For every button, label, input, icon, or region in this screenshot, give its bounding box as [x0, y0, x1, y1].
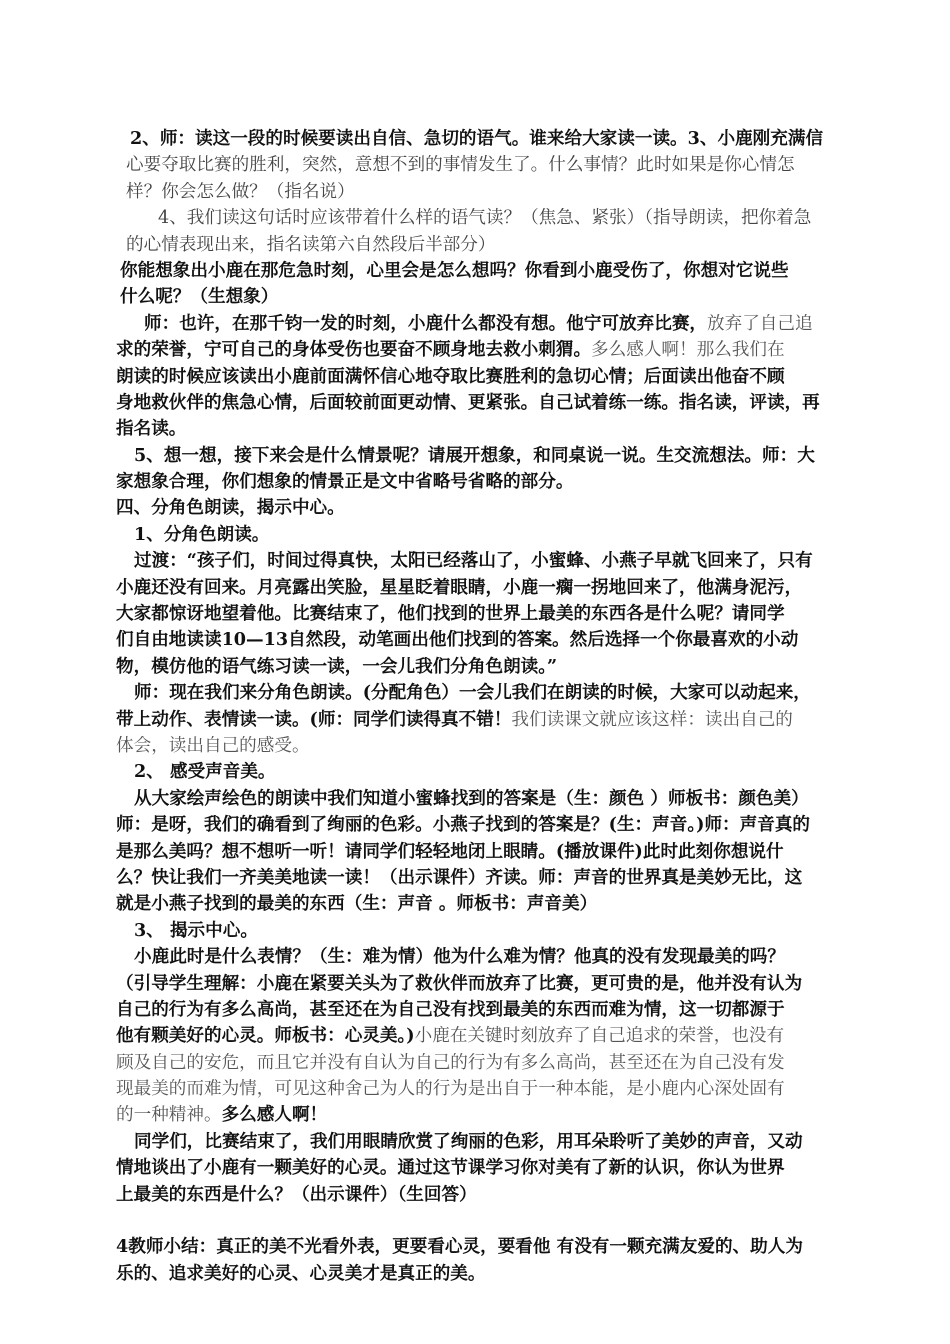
text-line [116, 1261, 840, 1287]
text-segment: 小鹿此时是什么表情？（生：难为情）他为什么难为情？他真的没有发现最美的吗？ [134, 946, 785, 968]
text-segment: 4教师小结：真正的美不光看外表，更要看心灵，要看他 有没有一颗充满友爱的、助人为 [116, 1236, 803, 1258]
text-segment: 5、想一想，接下来会是什么情景呢？请展开想象，和同桌说一说。生交流想法。师：大 [134, 444, 815, 466]
text-line [116, 1076, 840, 1102]
text-segment: （引导学生理解：小鹿在紧要关头为了救伙伴而放弃了比赛，更可贵的是，他并没有认为 [116, 972, 803, 994]
text-line [116, 707, 840, 733]
text-line [116, 1023, 840, 1049]
text-segment: 3、 揭示中心。 [134, 919, 258, 941]
text-line [116, 179, 840, 205]
text-line [116, 1050, 840, 1076]
text-line [116, 575, 840, 601]
text-segment: 顾及自己的安危，而且它并没有自认为自己的行为有多么高尚，甚至还在为自己没有发 [116, 1052, 785, 1073]
text-segment: 心要夺取比赛的胜利，突然，意想不到的事情发生了。什么事情？此时如果是你心情怎 [126, 155, 795, 176]
text-line [116, 232, 840, 258]
text-line [116, 311, 840, 337]
text-segment: 乐的、追求美好的心灵、心灵美才是真正的美。 [116, 1262, 486, 1284]
text-segment: 师：是呀，我们的确看到了绚丽的色彩。小燕子找到的答案是？(生：声音。)师：声音真的 [116, 814, 811, 836]
text-segment: 朗读的时候应该读出小鹿前面满怀信心地夺取比赛胜利的急切心情；后面读出他奋不顾 [116, 365, 785, 387]
text-segment: 样？你会怎么做？（指名说） [126, 181, 355, 202]
text-segment: 2、 感受声音美。 [134, 761, 276, 783]
text-segment: 是那么美吗？想不想听一听！请同学们轻轻地闭上眼睛。(播放课件)此时此刻你想说什 [116, 840, 784, 862]
text-line [116, 812, 840, 838]
text-line [116, 918, 840, 944]
text-segment: 带上动作、表情读一读。(师：同学们读得真不错！ [116, 708, 512, 730]
text-segment: 四、分角色朗读，揭示中心。 [116, 497, 345, 519]
text-segment: 指名读。 [116, 418, 187, 440]
text-line [116, 839, 840, 865]
text-segment: 就是小燕子找到的最美的东西（生：声音 。师板书：声音美） [116, 893, 598, 915]
text-line [116, 891, 840, 917]
text-segment: 小鹿还没有回来。月亮露出笑脸，星星眨着眼睛，小鹿一瘸一拐地回来了，他满身泥污， [116, 576, 803, 598]
text-segment: 们自由地读读10—13自然段，动笔画出他们找到的答案。然后选择一个你最喜欢的小动 [116, 629, 799, 651]
text-segment: 多么感人啊！那么我们在 [591, 340, 785, 361]
text-line [116, 469, 840, 495]
text-line [116, 1155, 840, 1181]
text-segment: 物，模仿他的语气练习读一读，一会儿我们分角色朗读。” [116, 655, 558, 677]
text-line [116, 865, 840, 891]
text-segment: 么？快让我们一齐美美地读一读！（出示课件）齐读。师：声音的世界真是美妙无比，这 [116, 866, 803, 888]
text-line [116, 733, 840, 759]
text-line [116, 364, 840, 390]
text-segment: 自己的行为有多么高尚，甚至还在为自己没有找到最美的东西而难为情，这一切都源于 [116, 998, 785, 1020]
text-segment: 师：现在我们来分角色朗读。(分配角色）一会儿我们在朗读的时候，大家可以动起来， [134, 682, 811, 704]
text-segment: 同学们，比赛结束了，我们用眼睛欣赏了绚丽的色彩，用耳朵聆听了美妙的声音，又动 [134, 1130, 803, 1152]
text-segment: 大家都惊讶地望着他。比赛结束了，他们找到的世界上最美的东西各是什么呢？请同学 [116, 603, 785, 625]
text-line [116, 337, 840, 363]
text-segment: 家想象合理，你们想象的情景正是文中省略号省略的部分。 [116, 471, 574, 493]
text-segment: 2、师：读这一段的时候要读出自信、急切的语气。谁来给大家读一读。3、小鹿刚充满信 [130, 128, 824, 149]
text-segment: 身地救伙伴的焦急心情，后面较前面更动情、更紧张。自己试着练一练。指名读，评读，再 [116, 391, 820, 413]
text-line [116, 548, 840, 574]
text-segment: 你能想象出小鹿在那危急时刻，心里会是怎么想吗？你看到小鹿受伤了，你想对它说些 [120, 259, 789, 281]
text-line [116, 1234, 840, 1260]
text-line [116, 1129, 840, 1155]
text-line [116, 443, 840, 469]
document-body [116, 126, 840, 1287]
text-segment: 4、我们读这句话时应该带着什么样的语气读？（焦急、紧张）（指导朗读，把你着急 [158, 208, 812, 229]
text-segment: 情地谈出了小鹿有一颗美好的心灵。通过这节课学习你对美有了新的认识，你认为世界 [116, 1157, 785, 1179]
text-line [116, 152, 840, 178]
text-line [116, 205, 840, 231]
text-segment: 求的荣誉，宁可自己的身体受伤也要奋不顾身地去救小刺猬。 [116, 339, 592, 361]
text-segment: 的心情表现出来，指名读第六自然段后半部分） [126, 234, 496, 255]
text-segment: 的一种精神。 [116, 1105, 222, 1126]
text-segment: 多么感人啊！ [221, 1104, 328, 1126]
text-line [116, 997, 840, 1023]
text-segment: 体会，读出自己的感受。 [116, 735, 310, 756]
text-line [116, 759, 840, 785]
text-segment: 我们读课文就应该这样：读出自己的 [511, 709, 793, 730]
text-segment: 师：也许，在那千钧一发的时刻，小鹿什么都没有想。他宁可放弃比赛， [144, 312, 708, 334]
text-line [116, 654, 840, 680]
text-line [116, 944, 840, 970]
text-segment: 他有颗美好的心灵。师板书：心灵美。) [116, 1025, 415, 1047]
text-line [116, 1208, 840, 1234]
text-line [116, 495, 840, 521]
text-segment: 什么呢？（生想象） [120, 286, 279, 308]
text-line [116, 786, 840, 812]
text-segment: 现最美的而难为情，可见这种舍己为人的行为是出自于一种本能，是小鹿内心深处固有 [116, 1079, 785, 1100]
text-segment: 小鹿在关键时刻放弃了自己追求的荣誉，也没有 [414, 1026, 785, 1047]
text-line [116, 284, 840, 310]
text-line [116, 390, 840, 416]
text-line [116, 680, 840, 706]
text-line [116, 258, 840, 284]
text-line [116, 627, 840, 653]
text-segment: 从大家绘声绘色的朗读中我们知道小蜜蜂找到的答案是（生：颜色 ）师板书：颜色美） [134, 787, 809, 809]
text-line [116, 1102, 840, 1128]
text-line [116, 522, 840, 548]
text-line [116, 601, 840, 627]
text-line [116, 126, 840, 152]
text-line [116, 1182, 840, 1208]
text-segment: 1、分角色朗读。 [134, 523, 270, 545]
text-segment: 过渡：“孩子们，时间过得真快，太阳已经落山了，小蜜蜂、小燕子早就飞回来了，只有 [134, 550, 813, 572]
text-segment: 上最美的东西是什么？（出示课件）（生回答） [116, 1183, 477, 1205]
text-segment: 放弃了自己追 [707, 313, 813, 334]
text-line [116, 416, 840, 442]
text-line [116, 971, 840, 997]
